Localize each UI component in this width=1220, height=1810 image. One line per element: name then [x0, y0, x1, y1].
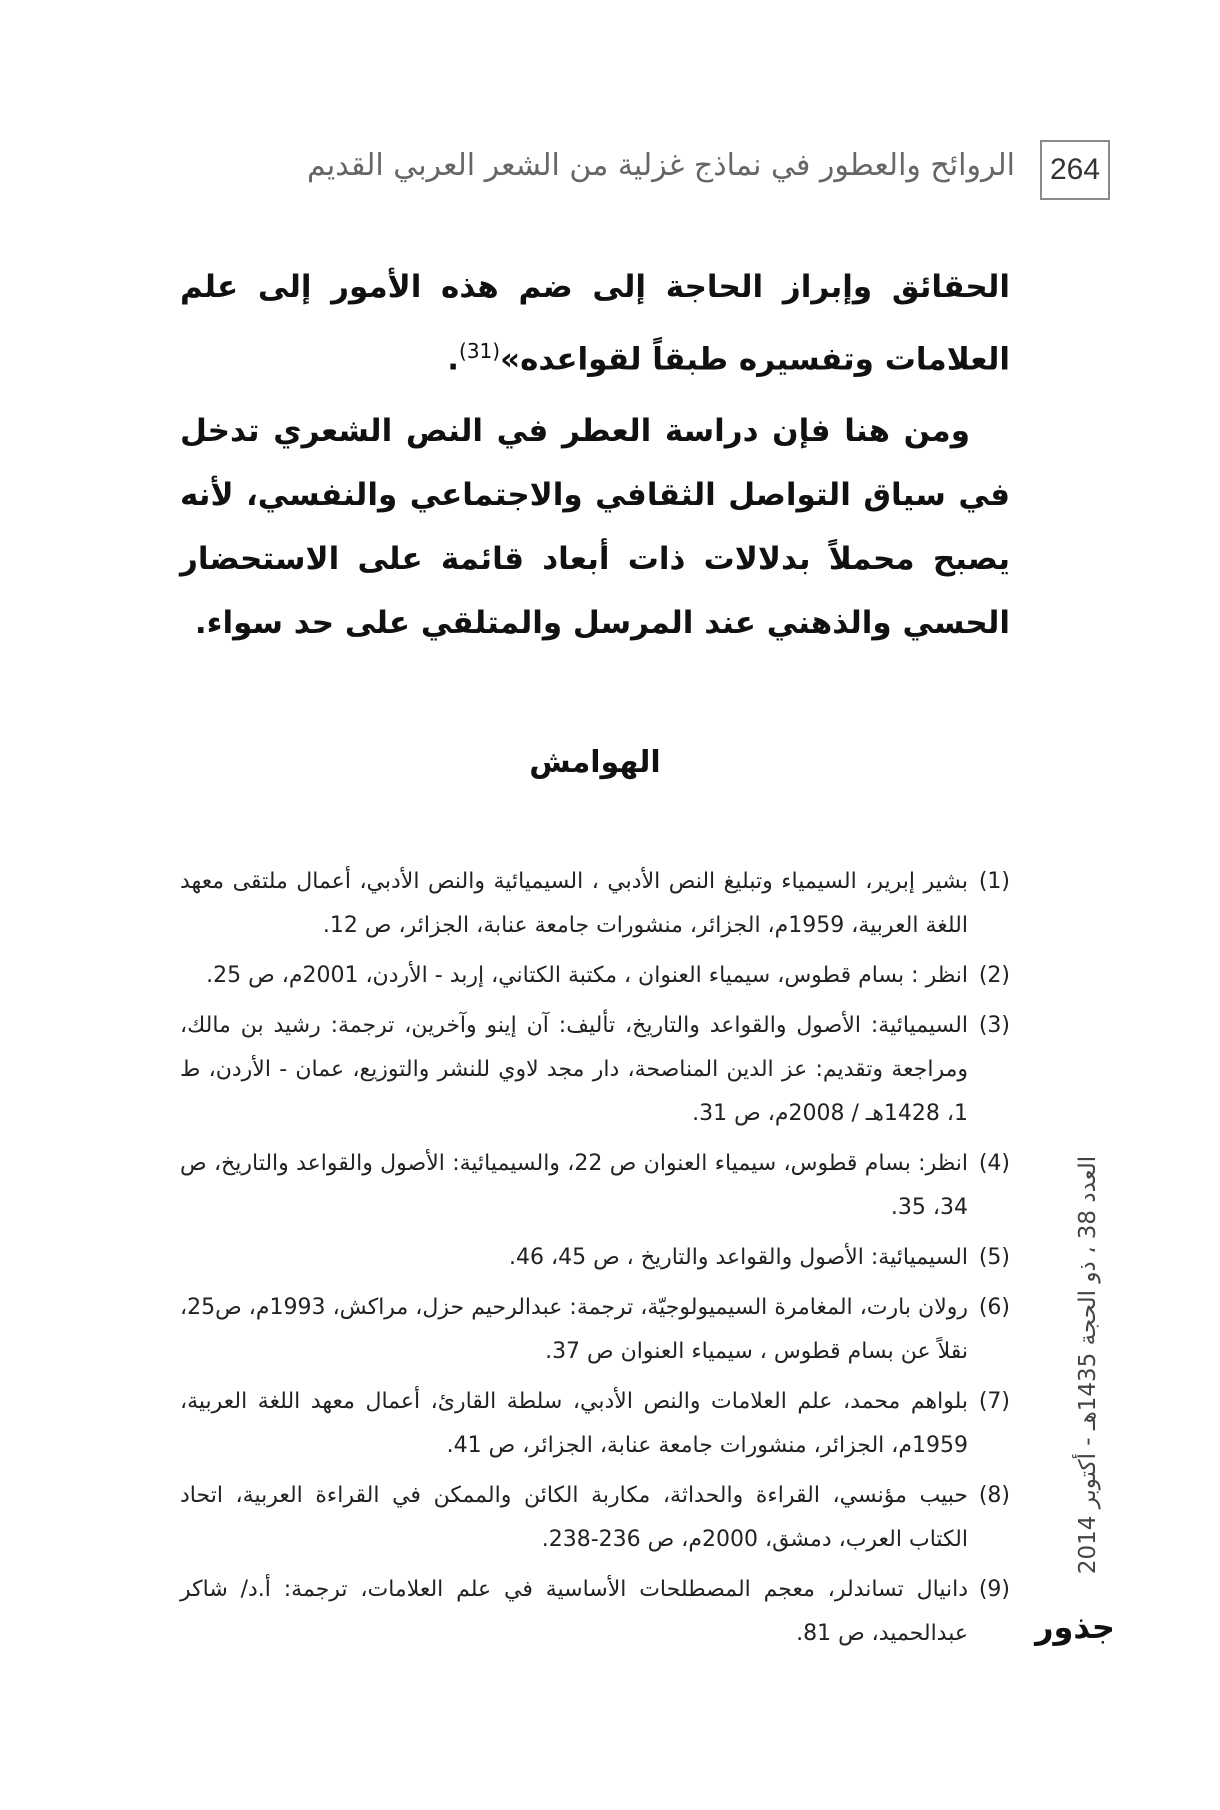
paragraph-1-end: .	[447, 341, 460, 378]
footnote-text: حبيب مؤنسي، القراءة والحداثة، مكاربة الكائن والممكن في القراءة العربية، اتحاد الكتاب العرب، دمشق، 2000م، ص 236-238.	[180, 1483, 968, 1552]
footnote-text: السيميائية: الأصول والقواعد والتاريخ ، ص 45، 46.	[509, 1245, 968, 1270]
footnote-text: رولان بارت، المغامرة السيميولوجيّة، ترجمة: عبدالرحيم حزل، مراكش، 1993م، ص25، نقلاً عن بسام قطوس ، سيمياء العنوان ص 37.	[180, 1295, 968, 1364]
issue-info	[1068, 1130, 1108, 1600]
body-text	[180, 255, 1010, 663]
footnote-item	[180, 1142, 1010, 1230]
page-number: 264	[1040, 140, 1110, 200]
footnote-item	[180, 860, 1010, 948]
footnote-text: دانيال تساندلر، معجم المصطلحات الأساسية في علم العلامات، ترجمة: أ.د/ شاكر عبدالحميد، ص 81.	[180, 1577, 968, 1646]
footnote-text: بلواهم محمد، علم العلامات والنص الأدبي، سلطة القارئ، أعمال معهد اللغة العربية، 1959م، الجزائر، منشورات جامعة عنابة، الجزائر، ص 41.	[180, 1389, 968, 1458]
footnote-item	[180, 1568, 1010, 1656]
footnote-number: (6)	[978, 1295, 1010, 1320]
footnote-number: (4)	[978, 1151, 1010, 1176]
footnote-text: انظر : بسام قطوس، سيمياء العنوان ، مكتبة الكتاني، إربد - الأردن، 2001م، ص 25.	[206, 963, 968, 988]
footnote-item	[180, 1380, 1010, 1468]
footnote-item	[180, 1004, 1010, 1136]
footnote-item	[180, 954, 1010, 998]
footnote-number: (2)	[978, 963, 1010, 988]
footnote-number: (1)	[978, 869, 1010, 894]
notes-title: الهوامش	[529, 745, 661, 780]
footnote-number: (7)	[978, 1389, 1010, 1414]
journal-logo: جذور	[1035, 1608, 1115, 1646]
issue-info-text: العدد 38 ، ذو الحجة 1435هـ - أكتوبر 2014	[1075, 1155, 1101, 1575]
footnote-number: (8)	[978, 1483, 1010, 1508]
footnote-text: السيميائية: الأصول والقواعد والتاريخ، تأليف: آن إينو وآخرين، ترجمة: رشيد بن مالك، ومراجعة وتقديم: عز الدين المناصحة، دار مجد لاوي للنشر والتوزيع، عمان - الأردن، ط 1، 1428هـ / 2008م، ص 31.	[180, 1013, 968, 1126]
footnote-number: (9)	[978, 1577, 1010, 1602]
running-title: الروائح والعطور في نماذج غزلية من الشعر العربي القديم	[306, 148, 1015, 183]
footnote-number: (3)	[978, 1013, 1010, 1038]
footnotes-list	[180, 860, 1010, 1662]
paragraph-1-text: الحقائق وإبراز الحاجة إلى ضم هذه الأمور إلى علم العلامات وتفسيره طبقاً لقواعده»	[180, 269, 1010, 378]
footnote-ref-31[interactable]: (31)	[459, 339, 501, 363]
footnote-item	[180, 1236, 1010, 1280]
paragraph-1	[180, 255, 1010, 391]
footnote-item	[180, 1286, 1010, 1374]
footnote-text: انظر: بسام قطوس، سيمياء العنوان ص 22، والسيميائية: الأصول والقواعد والتاريخ، ص 34، 35.	[180, 1151, 969, 1220]
footnote-item	[180, 1474, 1010, 1562]
page-header	[160, 140, 1110, 200]
footnote-text: بشير إبرير، السيمياء وتبليغ النص الأدبي ، السيميائية والنص الأدبي، أعمال ملتقى معهد اللغة العربية، 1959م، الجزائر، منشورات جامعة عنابة، الجزائر، ص 12.	[180, 869, 968, 938]
paragraph-2: ومن هنا فإن دراسة العطر في النص الشعري تدخل في سياق التواصل الثقافي والاجتماعي والنفسي، لأنه يصبح محملاً بدلالات ذات أبعاد قائمة على الاستحضار الحسي والذهني عند المرسل والمتلقي على حد سواء.	[180, 413, 1010, 642]
footnote-number: (5)	[978, 1245, 1010, 1270]
